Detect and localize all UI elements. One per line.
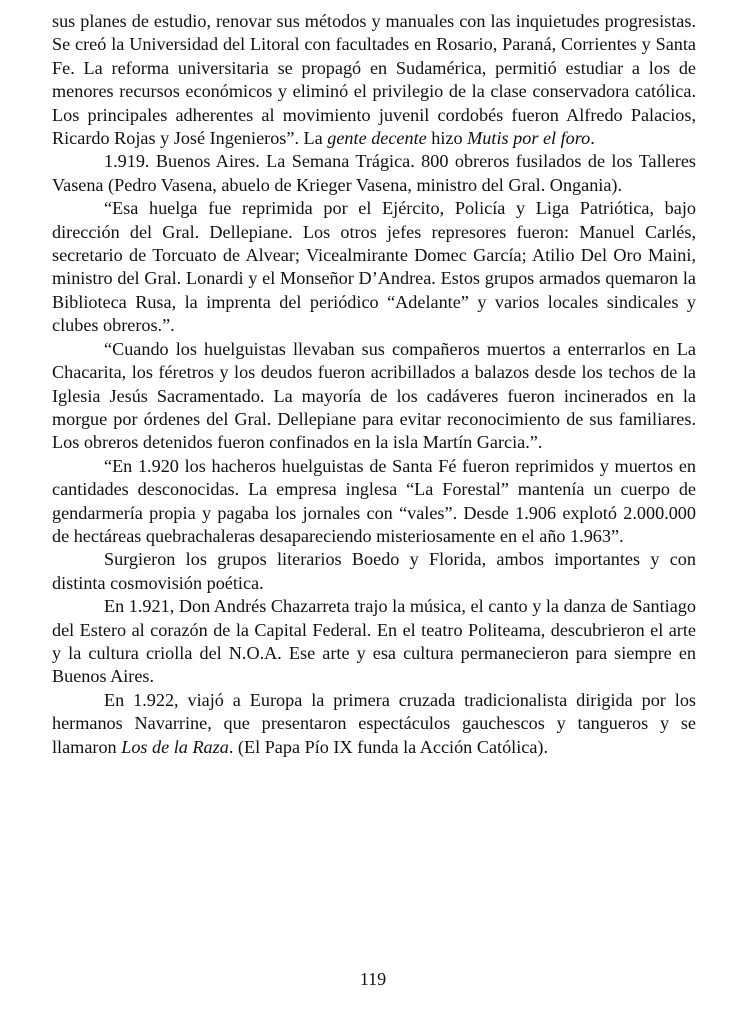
text-run: En 1.922, viajó a Europa la primera cruzada tradicionalista dirigida por los hermanos Navarrine, que presentaron espectáculos gauchescos y tangueros y se llamaron bbox=[52, 689, 696, 757]
text-run: . bbox=[590, 128, 595, 149]
paragraph bbox=[52, 548, 696, 595]
text-run: sus planes de estudio, renovar sus métodos y manuales con las inquietudes progresistas. Se creó la Universidad del Litoral con facultades en Rosario, Paraná, Corrientes y Santa Fe. La reforma universitaria se propagó en Sudamérica, permitió estudiar a los de menores recursos económicos y eliminó el privilegio de la clase conservadora católica. Los principales adherentes al movimiento juvenil cordobés fueron Alfredo Palacios, Ricardo Rojas y José Ingenieros”. La bbox=[52, 11, 696, 149]
text-run: “Esa huelga fue reprimida por el Ejército, Policía y Liga Patriótica, bajo dirección del Gral. Dellepiane. Los otros jefes represores fueron: Manuel Carlés, secretario de Torcuato de Alvear; Vicealmirante Domec García; Atilio Del Oro Maini, ministro del Gral. Lonardi y el Monseñor D’Andrea. Estos grupos armados quemaron la Biblioteca Rusa, la imprenta del periódico “Adelante” y varios locales sindicales y clubes obreros.”. bbox=[52, 198, 696, 336]
text-run: “En 1.920 los hacheros huelguistas de Santa Fé fueron reprimidos y muertos en cantidades desconocidas. La empresa inglesa “La Forestal” mantenía un cuerpo de gendarmería propia y pagaba los jornales con “vales”. Desde 1.906 explotó 2.000.000 de hectáreas quebrachaleras desapareciendo misteriosamente en el año 1.963”. bbox=[52, 455, 696, 546]
body-text bbox=[52, 10, 696, 759]
paragraph bbox=[52, 595, 696, 689]
text-run: . (El Papa Pío IX funda la Acción Católica). bbox=[228, 736, 549, 757]
page-number: 119 bbox=[359, 969, 387, 989]
paragraph bbox=[52, 689, 696, 759]
paragraph bbox=[52, 338, 696, 455]
italic-text: gente decente bbox=[327, 128, 427, 149]
italic-text: Los de la Raza bbox=[121, 736, 229, 757]
text-run: “Cuando los huelguistas llevaban sus compañeros muertos a enterrarlos en La Chacarita, los féretros y los deudos fueron acribillados a balazos desde los techos de la Iglesia Jesús Sacramentado. La mayoría de los cadáveres fueron incinerados en la morgue por órdenes del Gral. Dellepiane para evitar reconocimiento de sus familiares. Los obreros detenidos fueron confinados en la isla Martín Garcia.”. bbox=[52, 338, 696, 453]
paragraph bbox=[52, 150, 696, 197]
paragraph bbox=[52, 197, 696, 337]
text-run: En 1.921, Don Andrés Chazarreta trajo la música, el canto y la danza de Santiago del Estero al corazón de la Capital Federal. En el teatro Politeama, descubrieron el arte y la cultura criolla del N.O.A. Ese arte y esa cultura permanecieron para siempre en Buenos Aires. bbox=[52, 596, 696, 687]
document-page bbox=[52, 10, 696, 759]
text-run: 1.919. Buenos Aires. La Semana Trágica. 800 obreros fusilados de los Talleres Vasena (Pedro Vasena, abuelo de Krieger Vasena, ministro del Gral. Ongania). bbox=[52, 151, 696, 195]
text-run: Surgieron los grupos literarios Boedo y Florida, ambos importantes y con distinta cosmovisión poética. bbox=[52, 549, 696, 593]
paragraph bbox=[52, 455, 696, 549]
italic-text: Mutis por el foro bbox=[467, 128, 591, 149]
paragraph bbox=[52, 10, 696, 150]
text-run: hizo bbox=[426, 128, 468, 149]
